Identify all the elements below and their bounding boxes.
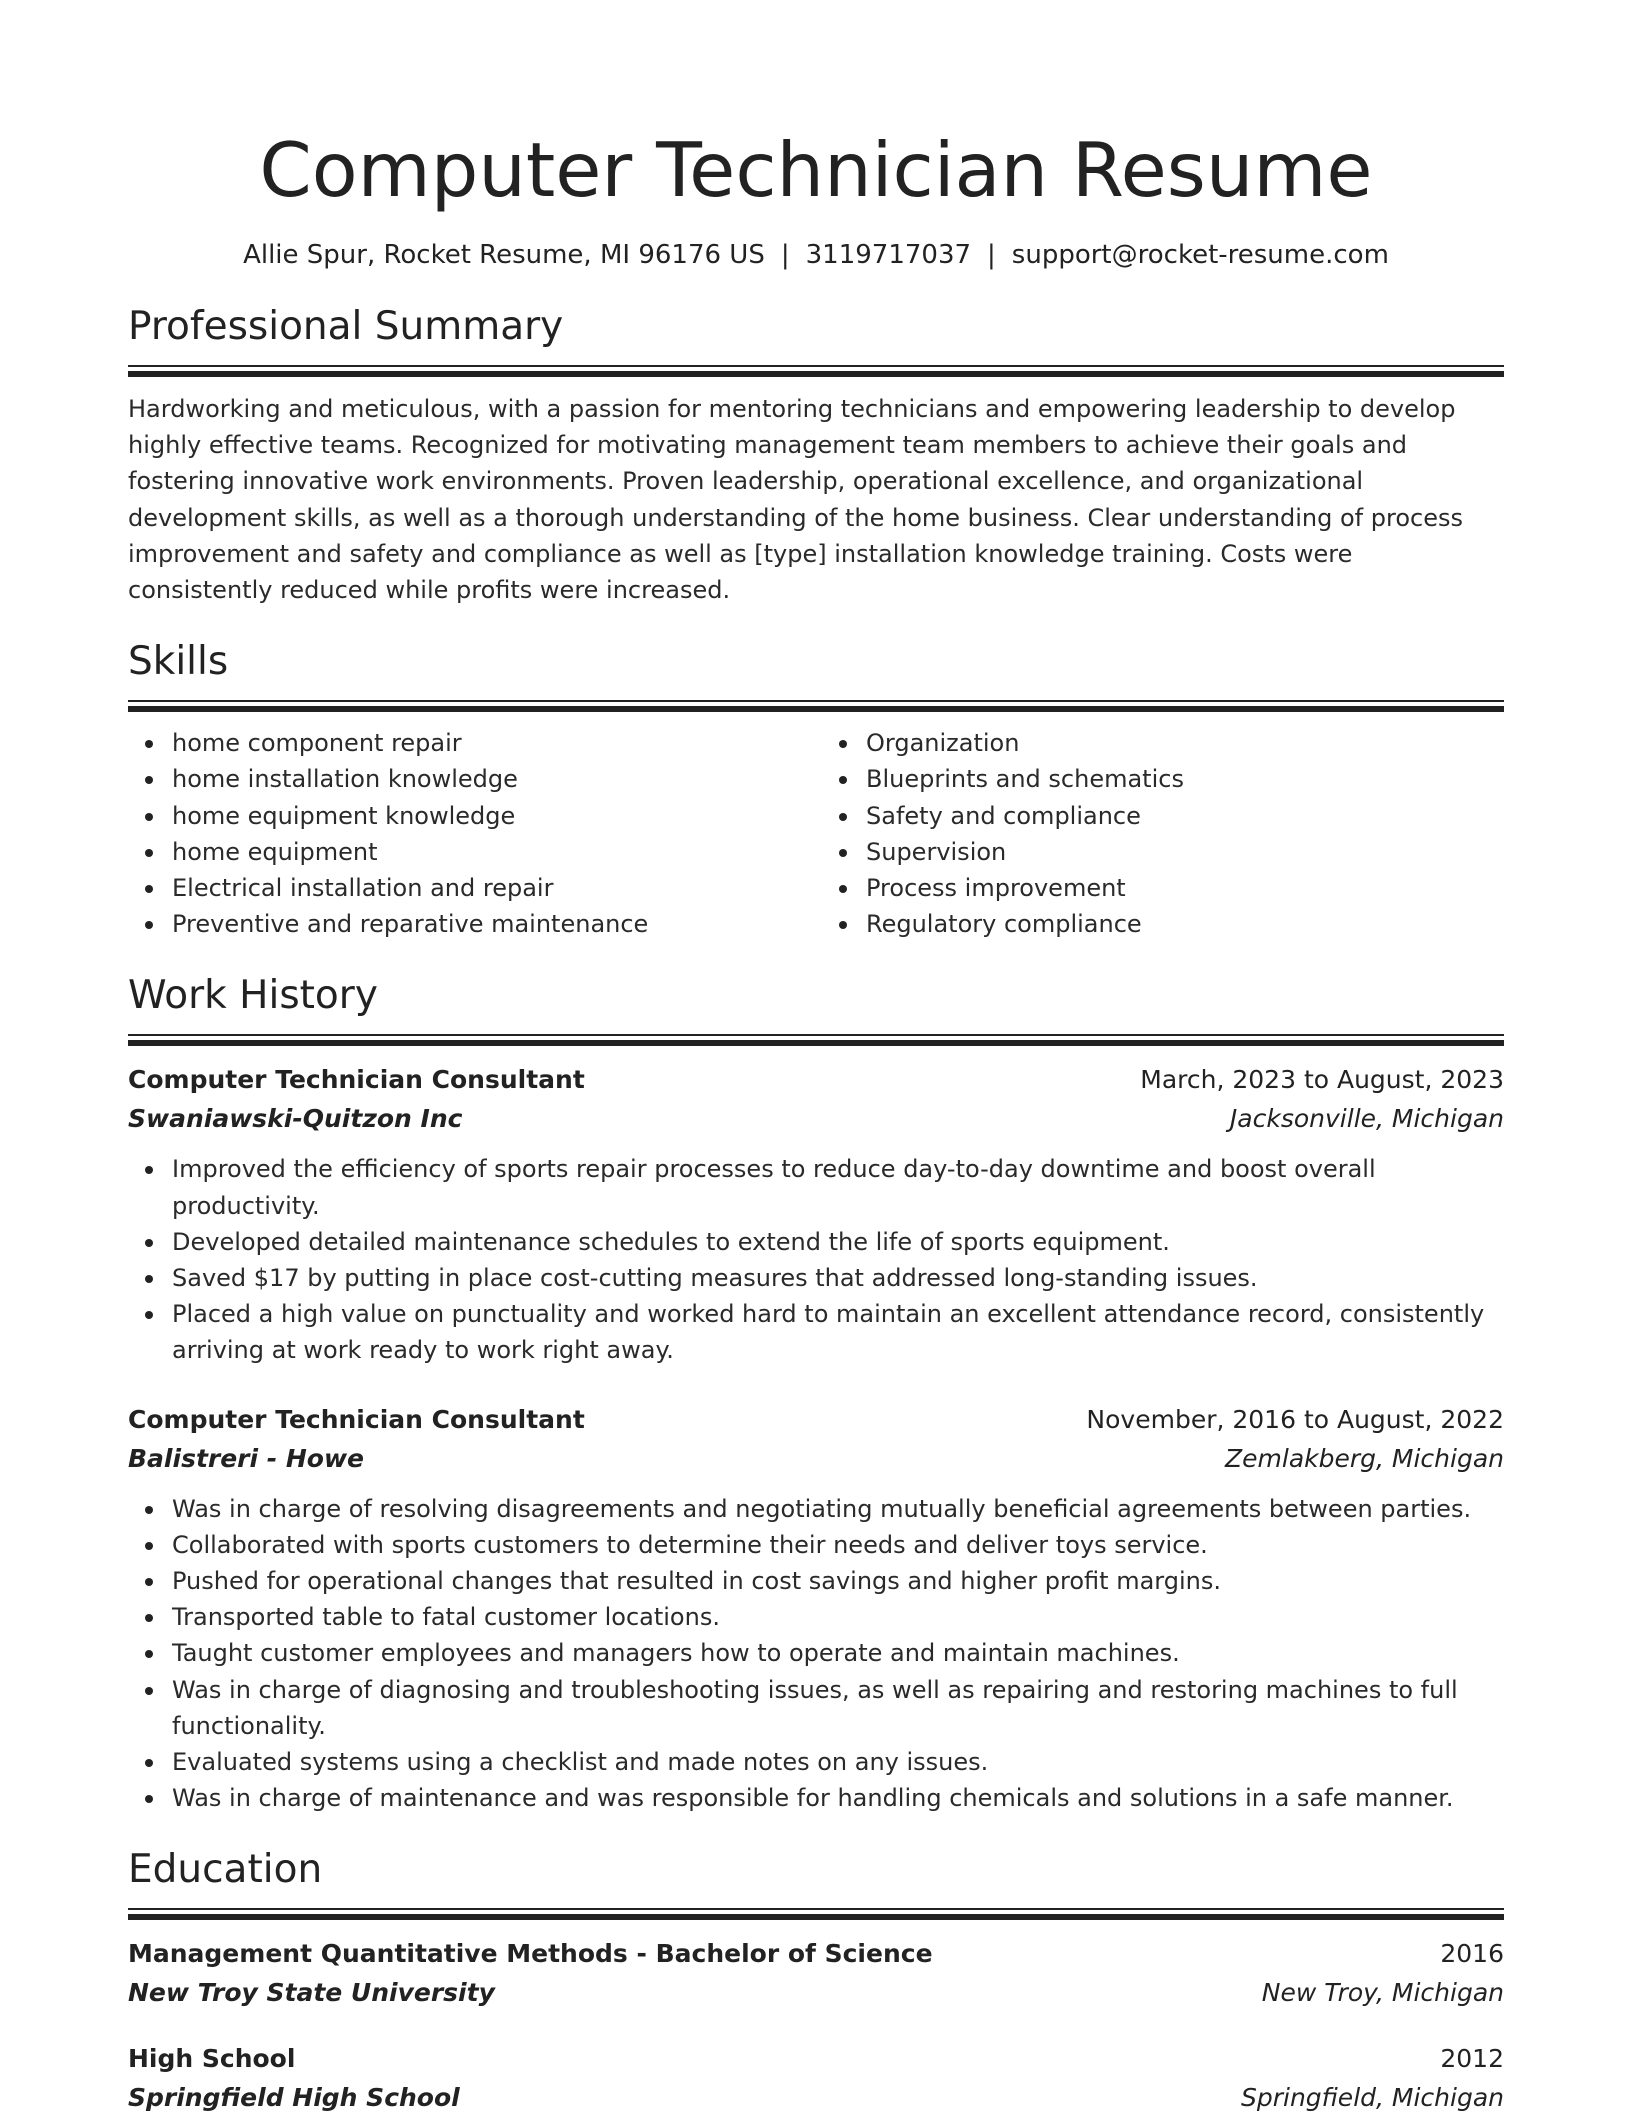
section-divider — [128, 1908, 1504, 1919]
job-entry — [128, 1401, 1504, 1817]
education-entry — [128, 2040, 1504, 2118]
education-location: New Troy, Michigan — [1261, 1978, 1504, 2008]
job-bullets — [128, 1151, 1504, 1368]
education-year: 2016 — [1440, 1939, 1504, 1969]
job-bullet: Saved $17 by putting in place cost-cutting measures that addressed long-standing issues. — [172, 1260, 1504, 1296]
education-location: Springfield, Michigan — [1240, 2083, 1504, 2113]
job-company: Swaniawski-Quitzon Inc — [128, 1104, 463, 1134]
job-bullet: Was in charge of maintenance and was responsible for handling chemicals and solutions in a safe manner. — [172, 1780, 1504, 1816]
job-bullet: Transported table to fatal customer locations. — [172, 1599, 1504, 1635]
section-heading-education: Education — [128, 1847, 323, 1893]
section-divider — [128, 700, 1504, 711]
contact-address: Allie Spur, Rocket Resume, MI 96176 US — [243, 240, 765, 270]
job-bullet: Pushed for operational changes that resulted in cost savings and higher profit margins. — [172, 1563, 1504, 1599]
summary-text: Hardworking and meticulous, with a passion for mentoring technicians and empowering leadership to develop highly effective teams. Recognized for motivating management team members to achieve their goals and fostering innovative work environments. Proven leadership, operational excellence, and organizational development skills, as well as a thorough understanding of the home business. Clear understanding of process improvement and safety and compliance as well as [type] installation knowledge training. Costs were consistently reduced while profits were increased. — [128, 395, 1463, 605]
contact-email: support@rocket-resume.com — [1011, 240, 1389, 270]
skill-item: home component repair — [172, 725, 816, 761]
job-location: Jacksonville, Michigan — [1229, 1104, 1504, 1134]
education-degree: High School — [128, 2044, 296, 2074]
job-dates: March, 2023 to August, 2023 — [1140, 1065, 1504, 1095]
job-title: Computer Technician Consultant — [128, 1065, 585, 1095]
education-school: Springfield High School — [128, 2083, 460, 2113]
education-school: New Troy State University — [128, 1978, 495, 2008]
job-entry — [128, 1061, 1504, 1368]
skill-item: home installation knowledge — [172, 761, 816, 797]
education-section — [128, 1844, 1504, 2118]
skill-item: home equipment knowledge — [172, 798, 816, 834]
skill-item: Organization — [866, 725, 1504, 761]
job-bullets — [128, 1491, 1504, 1817]
resume-title: Computer Technician Resume — [259, 126, 1373, 214]
job-bullet: Was in charge of diagnosing and troubleshooting issues, as well as repairing and restoring machines to full functionality. — [172, 1672, 1504, 1744]
skill-item: Process improvement — [866, 870, 1504, 906]
skill-item: Preventive and reparative maintenance — [172, 906, 816, 942]
job-bullet: Was in charge of resolving disagreements and negotiating mutually beneficial agreements between parties. — [172, 1491, 1504, 1527]
work-history-section — [128, 970, 1504, 1816]
section-heading-skills: Skills — [128, 639, 229, 685]
skill-item: Regulatory compliance — [866, 906, 1504, 942]
job-company: Balistreri - Howe — [128, 1443, 365, 1473]
job-bullet: Improved the efficiency of sports repair processes to reduce day-to-day downtime and boost overall productivity. — [172, 1151, 1504, 1223]
resume-page — [128, 0, 1504, 2118]
skill-item: Supervision — [866, 834, 1504, 870]
section-divider — [128, 1034, 1504, 1045]
skills-column-right — [816, 725, 1504, 942]
skill-item: Electrical installation and repair — [172, 870, 816, 906]
contact-line — [128, 237, 1504, 273]
contact-separator: | — [780, 240, 790, 270]
section-heading-summary: Professional Summary — [128, 304, 564, 349]
skill-item: home equipment — [172, 834, 816, 870]
job-bullet: Developed detailed maintenance schedules to extend the life of sports equipment. — [172, 1224, 1504, 1260]
job-bullet: Evaluated systems using a checklist and made notes on any issues. — [172, 1744, 1504, 1780]
summary-section — [128, 301, 1504, 608]
job-bullet: Collaborated with sports customers to determine their needs and deliver toys service. — [172, 1527, 1504, 1563]
skills-column-left — [128, 725, 816, 942]
skill-item: Blueprints and schematics — [866, 761, 1504, 797]
skills-section — [128, 636, 1504, 942]
section-heading-work-history: Work History — [128, 973, 378, 1019]
job-title: Computer Technician Consultant — [128, 1404, 585, 1434]
job-bullet: Placed a high value on punctuality and worked hard to maintain an excellent attendance record, consistently arriving at work ready to work right away. — [172, 1296, 1504, 1368]
contact-separator: | — [987, 240, 996, 270]
skill-item: Safety and compliance — [866, 798, 1504, 834]
job-bullet: Taught customer employees and managers how to operate and maintain machines. — [172, 1635, 1504, 1671]
education-year: 2012 — [1440, 2044, 1504, 2074]
job-dates: November, 2016 to August, 2022 — [1086, 1404, 1504, 1434]
skills-list — [128, 725, 1504, 942]
education-degree: Management Quantitative Methods - Bachelor of Science — [128, 1939, 933, 1969]
contact-phone: 3119717037 — [805, 240, 972, 270]
job-location: Zemlakberg, Michigan — [1225, 1443, 1504, 1473]
education-entry — [128, 1935, 1504, 2013]
section-divider — [128, 365, 1504, 376]
